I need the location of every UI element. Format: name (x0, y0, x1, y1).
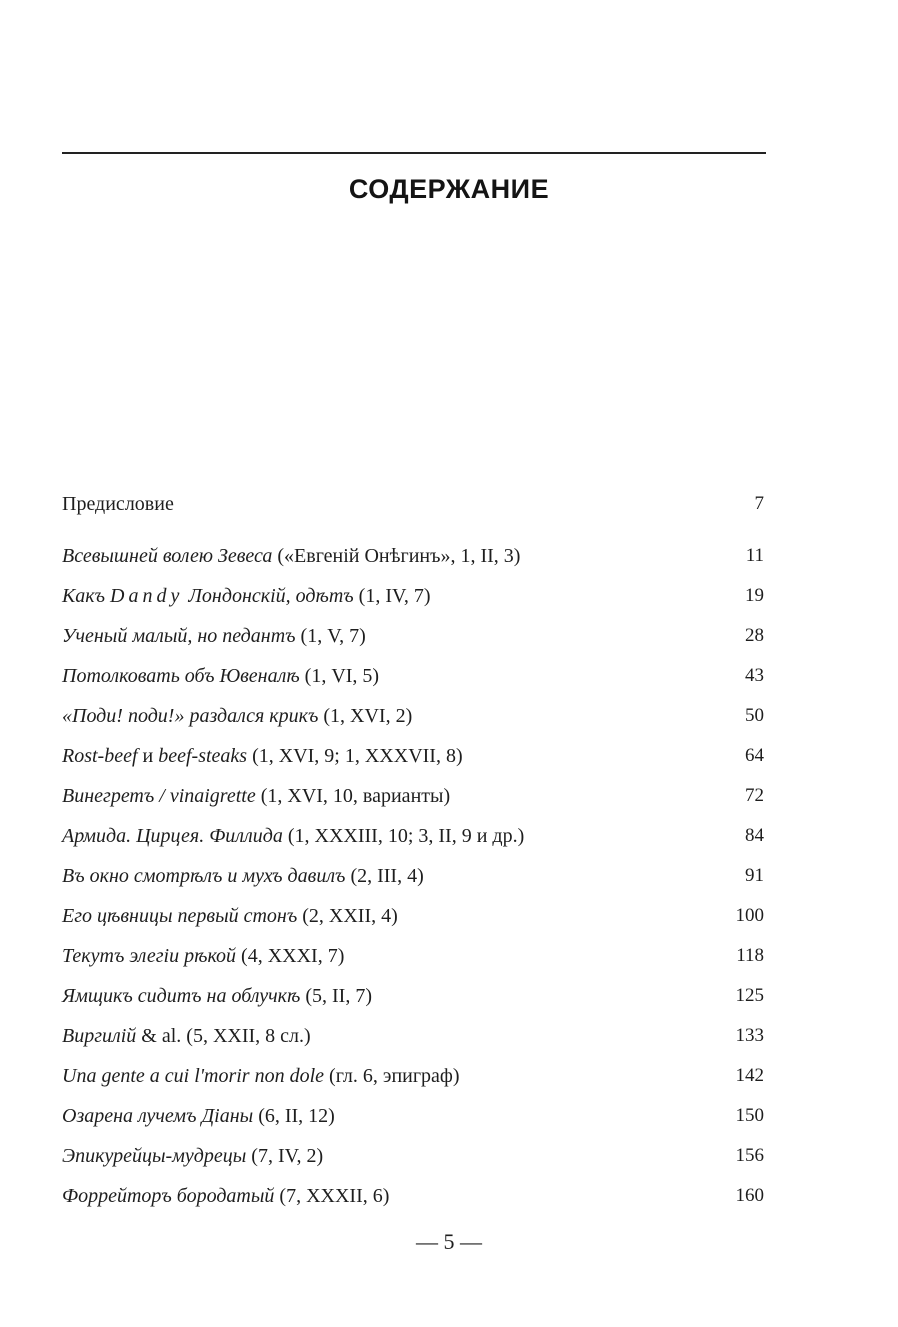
toc-entry-title (62, 1021, 311, 1051)
toc-entry-page: 64 (745, 745, 764, 766)
toc-entry-title-part: и (137, 745, 159, 767)
toc-entry (62, 741, 766, 771)
toc-entry-page: 118 (736, 945, 764, 966)
toc-entry (62, 821, 766, 851)
toc-entry (62, 701, 766, 731)
toc-entry-title-part: Dandy (110, 585, 184, 607)
toc-entry (62, 901, 766, 931)
toc-entry-page: 84 (745, 825, 764, 846)
toc-entry-title-part: Виргилій (62, 1025, 137, 1047)
toc-entry-title-part: Ученый малый, но педантъ (62, 625, 296, 647)
page-number: — 5 — (416, 1229, 482, 1254)
page-title: СОДЕРЖАНИЕ (348, 174, 550, 204)
toc-entry-title (62, 821, 524, 851)
toc-entry-title-part: Потолковать объ Ювеналѣ (62, 665, 300, 687)
toc-entry (62, 941, 766, 971)
toc-entry-title-part: (4, XXXI, 7) (236, 945, 345, 967)
toc-entry (62, 1181, 766, 1211)
toc-entry-title-part: Винегретъ / vinaigrette (62, 785, 256, 807)
toc-entry (62, 1141, 766, 1171)
toc-entry-title-part: Озарена лучемъ Діаны (62, 1105, 254, 1127)
toc-entry-page: 28 (745, 625, 764, 646)
toc-entry-title-part: Какъ (62, 585, 111, 607)
toc-entry-title-part: (2, XXII, 4) (297, 905, 398, 927)
toc-entry-page: 156 (735, 1145, 764, 1166)
toc-entry-title-part: Текутъ элегіи рѣкой (62, 945, 237, 967)
toc-entry-title (62, 1141, 323, 1171)
toc-entry-title-part: (1, XVI, 10, варианты) (255, 785, 451, 807)
toc-entry-title-part: (7, IV, 2) (246, 1145, 324, 1167)
toc-entry (62, 1021, 766, 1051)
toc-entry (62, 1061, 766, 1091)
toc-entry-page: 91 (745, 865, 764, 886)
toc-entry-title (62, 701, 412, 731)
toc-entry-title-part: (1, IV, 7) (353, 585, 431, 607)
toc-entry-page: 125 (735, 985, 764, 1006)
toc-entry-page: 43 (745, 665, 764, 686)
toc-entry-title-part: Эпикурейцы-мудрецы (62, 1145, 247, 1167)
toc-entry-title (62, 661, 379, 691)
toc-entry-title (62, 741, 463, 771)
toc-entry-title-part: Его цѣвницы первый стонъ (62, 905, 298, 927)
toc-entry-title-part: (2, III, 4) (345, 865, 424, 887)
toc-entry (62, 621, 766, 651)
toc-entry-title-part: beef-steaks (158, 745, 248, 767)
toc-entry-page: 160 (735, 1185, 764, 1206)
toc-entry-title-part: Предисловие (62, 493, 174, 515)
toc-entry-title-part: (7, XXXII, 6) (274, 1185, 390, 1207)
toc-entry-title (62, 541, 520, 571)
toc-entry-title (62, 1181, 389, 1211)
toc-entry-page: 72 (745, 785, 764, 806)
toc-entry-page: 11 (745, 545, 764, 566)
toc-entry-title (62, 941, 344, 971)
toc-entry (62, 861, 766, 891)
toc-entry-title (62, 1101, 335, 1131)
toc-entry-page: 150 (735, 1105, 764, 1126)
toc-entry-title-part: Una gente a cui l'morir non dole (62, 1065, 325, 1087)
toc-entry (62, 781, 766, 811)
toc-entry (62, 1101, 766, 1131)
toc-entry-title-part: Ямщикъ сидитъ на облучкѣ (62, 985, 301, 1007)
toc-entry-title-part: («Евгеній Онѣгинъ», 1, II, 3) (272, 545, 521, 567)
toc-entry-title-part: (1, XVI, 9; 1, XXXVII, 8) (247, 745, 463, 767)
toc-entry-title (62, 981, 372, 1011)
toc-entry (62, 541, 766, 571)
toc-entry-title-part: (1, XVI, 2) (318, 705, 413, 727)
toc-entry (62, 981, 766, 1011)
toc-entry-page: 133 (735, 1025, 764, 1046)
toc-entry-page: 100 (735, 905, 764, 926)
toc-entry (62, 661, 766, 691)
toc-entry-title-part: Въ окно смотрѣлъ и мухъ давилъ (62, 865, 346, 887)
toc-entry-title-part: Всевышней волею Зевеса (62, 545, 273, 567)
toc-entry-title-part: (6, II, 12) (253, 1105, 335, 1127)
toc-entry-title-part: Rost-beef (62, 745, 138, 767)
toc-entry-title-part: Армида. Цирцея. Филлида (62, 825, 283, 847)
toc-entry-title-part: (гл. 6, эпиграф) (324, 1065, 460, 1087)
header-rule (62, 152, 766, 154)
toc-entry-page: 7 (754, 493, 764, 514)
toc-entry-title-part: (1, V, 7) (295, 625, 366, 647)
toc-entry-title (62, 581, 431, 611)
toc-entry-title-part: Форрейторъ бородатый (62, 1185, 275, 1207)
toc-entry-title-part: (1, VI, 5) (299, 665, 380, 687)
toc-entry-title (62, 489, 174, 519)
toc-entry-title-part: (1, XXXIII, 10; 3, II, 9 и др.) (282, 825, 525, 847)
toc-entry-title (62, 901, 398, 931)
toc-entry-title (62, 781, 450, 811)
toc-entry-title (62, 621, 366, 651)
toc-entry-title-part: & al. (5, XXII, 8 сл.) (136, 1025, 311, 1047)
toc-entry-title-part: «Поди! поди!» раздался крикъ (62, 705, 319, 727)
toc-entry-page: 50 (745, 705, 764, 726)
toc-entry-title-part: Лондонскій, одѣтъ (183, 585, 354, 607)
toc-entry (62, 581, 766, 611)
toc-entry-page: 19 (745, 585, 764, 606)
toc-entry-title-part: (5, II, 7) (300, 985, 372, 1007)
toc-entry-title (62, 861, 424, 891)
toc-entry-title (62, 1061, 460, 1091)
toc-entry (62, 489, 766, 519)
toc-entry-page: 142 (735, 1065, 764, 1086)
